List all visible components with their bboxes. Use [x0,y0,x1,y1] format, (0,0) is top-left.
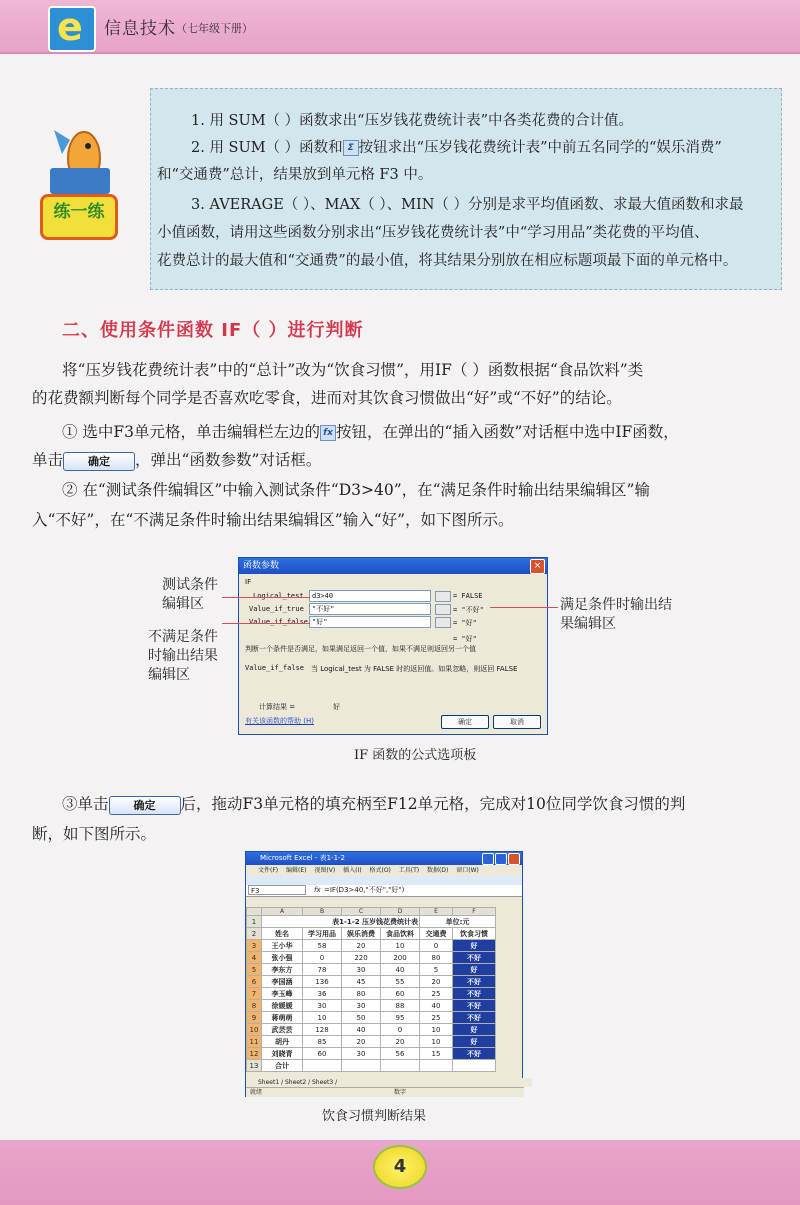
row-number[interactable]: 7 [247,988,262,1000]
row-number[interactable]: 2 [247,928,262,940]
spreadsheet-grid[interactable] [246,907,496,1072]
data-cell[interactable]: 50 [342,1012,381,1024]
data-cell[interactable]: 220 [342,952,381,964]
header-cell[interactable]: 娱乐消费 [342,928,381,940]
value-if-false-label: Value_if_false [249,618,309,626]
sheet-tabs[interactable]: Sheet1 / Sheet2 / Sheet3 / [246,1078,532,1087]
step2-line2: 入“不好”，在“不满足条件时输出结果编辑区”输入“好”，如下图所示。 [32,511,514,529]
status-right: 数字 [394,1089,407,1096]
data-cell[interactable]: 40 [342,1024,381,1036]
ok-button-image: 确定 [63,452,135,471]
table-row [247,1012,496,1024]
excel-menu[interactable]: 文件(F) 编辑(E) 视图(V) 插入(I) 格式(O) 工具(T) 数据(D) 窗口(W) [258,867,479,874]
function-description: 判断一个条件是否满足，如果满足返回一个值，如果不满足则返回另一个值 [245,645,476,653]
header-cell[interactable]: 姓名 [262,928,303,940]
formula-bar [246,885,522,897]
cancel-button[interactable]: 取消 [493,715,541,729]
data-cell[interactable]: 88 [381,1000,420,1012]
result-cell[interactable]: 不好 [453,1000,496,1012]
callout-line [490,607,558,608]
e-logo-icon: e [48,6,96,52]
table-row [247,928,496,940]
data-cell[interactable]: 30 [342,964,381,976]
practice-line-2b: 按钮求出“压岁钱花费统计表”中前五名同学的“娱乐消费” [358,140,722,156]
calc-result-label: 计算结果 = [259,703,296,711]
table-row [247,1060,496,1072]
empty-cell[interactable] [342,1060,381,1072]
result-cell[interactable]: 不好 [453,1048,496,1060]
data-cell[interactable]: 10 [420,1036,453,1048]
calc-result-value: 好 [333,703,340,711]
result-cell[interactable]: 不好 [453,988,496,1000]
data-cell[interactable]: 55 [381,976,420,988]
corner-cell[interactable] [247,908,262,916]
step2-line1: ② 在“测试条件编辑区”中输入测试条件“D3>40”，在“满足条件时输出结果编辑区”输 [62,481,650,499]
ok-button[interactable]: 确定 [441,715,489,729]
para1-line2: 的花费额判断每个同学是否喜欢吃零食，进而对其饮食习惯做出“好”或“不好”的结论。 [32,389,622,407]
practice-line-5: 小值函数，请用这些函数分别求出“压岁钱花费统计表”中“学习用品”类花费的平均值、 [157,225,709,241]
overall-result: = "好" [453,635,477,643]
practice-line-1: 1. 用 SUM（ ）函数求出“压岁钱花费统计表”中各类花费的合计值。 [191,113,633,129]
arg-description: 当 Logical_test 为 FALSE 时的返回值。如果忽略，则返回 FALSE [311,665,518,673]
data-cell[interactable]: 李东方 [262,964,303,976]
row-number[interactable]: 6 [247,976,262,988]
dialog-caption: IF 函数的公式选项板 [354,748,477,763]
row-number[interactable]: 5 [247,964,262,976]
value-if-true-label: Value_if_true [249,605,304,613]
page-header [0,0,800,54]
data-cell[interactable]: 85 [303,1036,342,1048]
data-cell[interactable]: 60 [381,988,420,1000]
result-cell[interactable]: 好 [453,1036,496,1048]
header-cell[interactable]: 食品饮料 [381,928,420,940]
practice-line-6: 花费总计的最大值和“交通费”的最小值，将其结果分别放在相应标题项最下面的单元格中。 [157,253,738,269]
data-cell[interactable]: 40 [381,964,420,976]
name-box[interactable]: F3 [248,885,306,895]
data-cell[interactable]: 30 [342,1048,381,1060]
collapse-icon[interactable] [435,591,451,602]
status-left: 就绪 [250,1089,263,1096]
data-cell[interactable]: 刘晓青 [262,1048,303,1060]
logical-test-label: Logical_test [253,592,304,600]
data-cell[interactable]: 78 [303,964,342,976]
row-number[interactable]: 3 [247,940,262,952]
value-if-false-input[interactable]: "好" [309,616,431,628]
data-cell[interactable]: 56 [381,1048,420,1060]
callout-true-output: 满足条件时输出结 果编辑区 [560,597,672,632]
table-title-cell[interactable]: 表1-1-2 压岁钱花费统计表 [262,916,420,928]
callout-false-output: 不满足条件 时输出结果 编辑区 [148,629,218,683]
close-icon[interactable] [508,853,520,865]
data-cell[interactable]: 李玉峰 [262,988,303,1000]
column-header[interactable]: C [342,908,381,916]
row-number[interactable]: 10 [247,1024,262,1036]
header-cell[interactable]: 饮食习惯 [453,928,496,940]
unit-cell[interactable]: 单位:元 [420,916,496,928]
result-cell[interactable]: 好 [453,964,496,976]
table-row [247,1024,496,1036]
practice-line-3: 和“交通费”总计，结果放到单元格 F3 中。 [157,167,433,183]
table-row [247,1036,496,1048]
result-cell[interactable]: 不好 [453,952,496,964]
data-cell[interactable]: 5 [420,964,453,976]
book-grade: （七年级下册） [176,22,253,35]
header-cell[interactable]: 学习用品 [303,928,342,940]
data-cell[interactable]: 45 [342,976,381,988]
table-row [247,1048,496,1060]
data-cell[interactable]: 武芸芸 [262,1024,303,1036]
callout-test-condition: 测试条件 编辑区 [162,577,218,612]
formula-text[interactable]: =IF(D3>40,"不好","好") [324,886,405,894]
data-cell[interactable]: 0 [420,940,453,952]
practice-icon [40,128,112,234]
excel-title: Microsoft Excel - 表1-1-2 [246,852,522,865]
result-cell[interactable]: 好 [453,1024,496,1036]
close-icon[interactable]: × [530,559,545,574]
collapse-icon[interactable] [435,604,451,615]
step3-line2: 断，如下图所示。 [32,825,157,843]
value-if-true-input[interactable]: "不好" [309,603,431,615]
data-cell[interactable]: 10 [381,940,420,952]
empty-cell[interactable] [420,1060,453,1072]
data-cell[interactable]: 80 [342,988,381,1000]
excel-toolbar[interactable] [246,876,522,885]
table-row [247,1000,496,1012]
data-cell[interactable]: 30 [303,1000,342,1012]
excel-caption: 饮食习惯判断结果 [322,1109,427,1124]
maximize-icon[interactable] [495,853,507,865]
ok-button-image: 确定 [109,796,181,815]
data-cell[interactable]: 20 [342,940,381,952]
table-row [247,964,496,976]
function-arguments-dialog [238,557,548,735]
data-cell[interactable]: 0 [303,952,342,964]
callout-line [222,623,310,624]
data-cell[interactable]: 张小强 [262,952,303,964]
help-link[interactable]: 有关该函数的帮助 (H) [245,717,314,725]
data-cell[interactable]: 10 [420,1024,453,1036]
data-cell[interactable]: 20 [342,1036,381,1048]
collapse-icon[interactable] [435,617,451,628]
empty-cell[interactable] [453,1060,496,1072]
fx-icon[interactable]: fx [314,886,321,894]
table-row [247,976,496,988]
table-row [247,988,496,1000]
header-cell[interactable]: 交通费 [420,928,453,940]
data-cell[interactable]: 0 [381,1024,420,1036]
data-cell[interactable]: 80 [420,952,453,964]
excel-window [245,851,523,1097]
step1-line1: ① 选中F3单元格，单击编辑栏左边的 fx 按钮，在弹出的“插入函数”对话框中选中IF函数， [62,423,679,441]
table-row [247,916,496,928]
step1-line2: 单击 确定 ，弹出“函数参数”对话框。 [32,451,322,469]
column-header[interactable]: A [262,908,303,916]
row-number[interactable]: 1 [247,916,262,928]
data-cell[interactable]: 30 [342,1000,381,1012]
practice-line-4: 3. AVERAGE（ ）、MAX（ ）、MIN（ ）分别是求平均值函数、求最大值函数和求最 [191,197,744,213]
row-number[interactable]: 9 [247,1012,262,1024]
para1-line1: 将“压岁钱花费统计表”中的“总计”改为“饮食习惯”，用IF（ ）函数根据“食品饮料”类 [62,361,644,379]
data-cell[interactable]: 20 [420,976,453,988]
result-cell[interactable]: 不好 [453,1012,496,1024]
data-cell[interactable]: 60 [303,1048,342,1060]
result-cell[interactable]: 不好 [453,976,496,988]
book-title: 信息技术 [104,19,176,39]
column-header[interactable]: E [420,908,453,916]
practice-line-2 [191,136,722,157]
logical-test-result: = FALSE [453,592,483,600]
total-label-cell[interactable]: 合计 [262,1060,303,1072]
row-number[interactable]: 8 [247,1000,262,1012]
fx-button-icon: fx [320,425,336,441]
data-cell[interactable]: 王小华 [262,940,303,952]
data-cell[interactable]: 15 [420,1048,453,1060]
minimize-icon[interactable] [482,853,494,865]
practice-line-2a: 2. 用 SUM（ ）函数和 [191,140,343,156]
data-cell[interactable]: 20 [381,1036,420,1048]
practice-box [150,88,782,290]
value-if-false-result: = "好" [453,619,477,627]
row-number[interactable]: 12 [247,1048,262,1060]
table-row [247,940,496,952]
row-number[interactable]: 4 [247,952,262,964]
page-number: 4 [373,1145,427,1189]
data-cell[interactable]: 10 [303,1012,342,1024]
data-cell[interactable]: 李国涵 [262,976,303,988]
empty-cell[interactable] [303,1060,342,1072]
row-number[interactable]: 11 [247,1036,262,1048]
data-cell[interactable]: 136 [303,976,342,988]
dialog-func-name: IF [245,578,252,586]
data-cell[interactable]: 36 [303,988,342,1000]
fish-icon [50,128,110,200]
step3-line1: ③单击 确定 后，拖动F3单元格的填充柄至F12单元格，完成对10位同学饮食习惯的判 [62,795,686,813]
column-header[interactable]: B [303,908,342,916]
data-cell[interactable]: 25 [420,1012,453,1024]
column-header[interactable]: D [381,908,420,916]
data-cell[interactable]: 95 [381,1012,420,1024]
data-cell[interactable]: 徐媛媛 [262,1000,303,1012]
data-cell[interactable]: 128 [303,1024,342,1036]
section-heading: 二、使用条件函数 IF（ ）进行判断 [62,320,364,341]
data-cell[interactable]: 58 [303,940,342,952]
practice-badge: 练一练 [40,194,118,240]
dialog-title: 函数参数 [239,558,547,574]
table-row [247,952,496,964]
value-if-true-result: = "不好" [453,606,484,614]
data-cell[interactable]: 40 [420,1000,453,1012]
data-cell[interactable]: 25 [420,988,453,1000]
column-header[interactable]: F [453,908,496,916]
data-cell[interactable]: 200 [381,952,420,964]
autosum-icon: Σ [343,140,359,156]
arg-description-label: Value_if_false [245,664,305,672]
data-cell[interactable]: 蒋萌萌 [262,1012,303,1024]
logical-test-input[interactable]: d3>40 [309,590,431,602]
callout-line [222,597,310,598]
result-cell[interactable]: 好 [453,940,496,952]
row-number[interactable]: 13 [247,1060,262,1072]
column-header-row [247,908,496,916]
status-bar [246,1087,524,1097]
data-cell[interactable]: 胡丹 [262,1036,303,1048]
empty-cell[interactable] [381,1060,420,1072]
